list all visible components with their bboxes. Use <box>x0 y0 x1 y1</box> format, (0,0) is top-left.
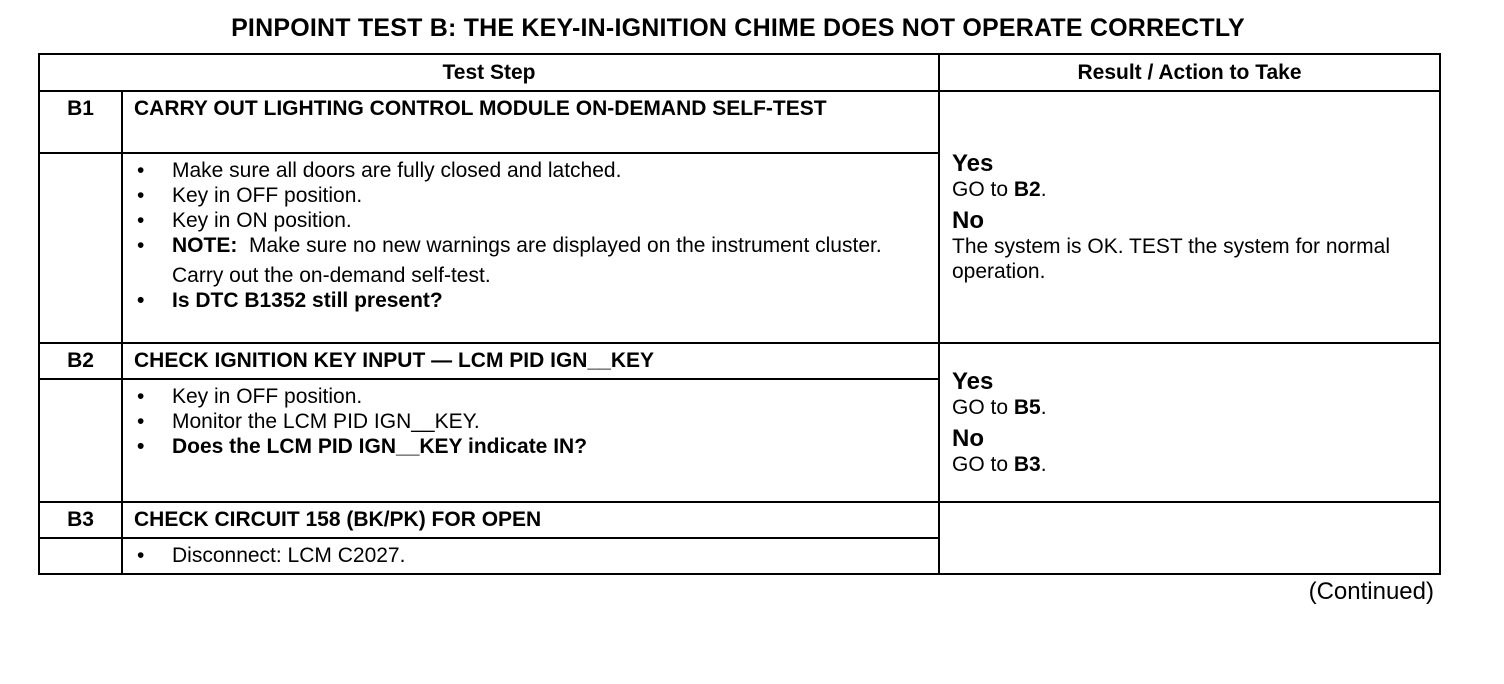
step-b1-id-spacer <box>39 153 122 343</box>
page-title: PINPOINT TEST B: THE KEY-IN-IGNITION CHIME DOES NOT OPERATE CORRECTLY <box>231 14 1245 42</box>
b2-no-action: GO to B3. <box>952 452 1047 476</box>
list-item: • Key in OFF position. <box>134 384 928 409</box>
step-id-b3: B3 <box>39 502 122 538</box>
step-b3-body <box>122 538 939 574</box>
b1-yes-target: B2 <box>1013 177 1041 201</box>
step-b3-result <box>939 502 1440 574</box>
b2-yes-label: Yes <box>952 367 994 395</box>
step-b2-title-row <box>39 343 1440 379</box>
step-b2-body <box>122 379 939 502</box>
step-id-b2: B2 <box>39 343 122 379</box>
step-b2-result <box>939 343 1440 502</box>
b2-yes-target: B5 <box>1013 395 1041 419</box>
step-b2-id-spacer <box>39 379 122 502</box>
header-result: Result / Action to Take <box>939 54 1440 91</box>
step-b1-result <box>939 91 1440 343</box>
note-label: NOTE: <box>172 234 238 257</box>
list-item: • Is DTC B1352 still present? <box>134 288 928 313</box>
b1-yes-action: GO to B2. <box>952 177 1047 201</box>
b1-no-label: No <box>952 206 984 234</box>
b1-yes-label: Yes <box>952 149 994 177</box>
step-b3-id-spacer <box>39 538 122 574</box>
list-item: • NOTE: Make sure no new warnings are displayed on the instrument cluster. <box>134 233 928 258</box>
step-b2-title: CHECK IGNITION KEY INPUT — LCM PID IGN__KEY <box>122 343 939 379</box>
continued-note: (Continued) <box>1308 578 1434 605</box>
b2-yes-action: GO to B5. <box>952 395 1047 419</box>
step-b1-body <box>122 153 939 343</box>
list-item: • Does the LCM PID IGN__KEY indicate IN? <box>134 434 928 459</box>
step-b1-title: CARRY OUT LIGHTING CONTROL MODULE ON-DEMAND SELF-TEST <box>122 91 939 153</box>
step-b3-title-row <box>39 502 1440 538</box>
pinpoint-test-table <box>38 53 1441 575</box>
table-header-row <box>39 54 1440 91</box>
b2-no-label: No <box>952 424 984 452</box>
list-item: Carry out the on-demand self-test. <box>172 264 491 287</box>
step-b1-title-row <box>39 91 1440 153</box>
list-item: • Key in OFF position. <box>134 183 928 208</box>
list-item: • Monitor the LCM PID IGN__KEY. <box>134 409 928 434</box>
step-id-b1: B1 <box>39 91 122 153</box>
b1-no-action: The system is OK. TEST the system for normal operation. <box>952 234 1391 283</box>
list-item: • Key in ON position. <box>134 208 928 233</box>
list-item: • Make sure all doors are fully closed and latched. <box>134 158 928 183</box>
b2-no-target: B3 <box>1013 452 1041 476</box>
header-test-step: Test Step <box>39 54 939 91</box>
step-b3-title: CHECK CIRCUIT 158 (BK/PK) FOR OPEN <box>122 502 939 538</box>
list-item: • Disconnect: LCM C2027. <box>134 543 928 568</box>
